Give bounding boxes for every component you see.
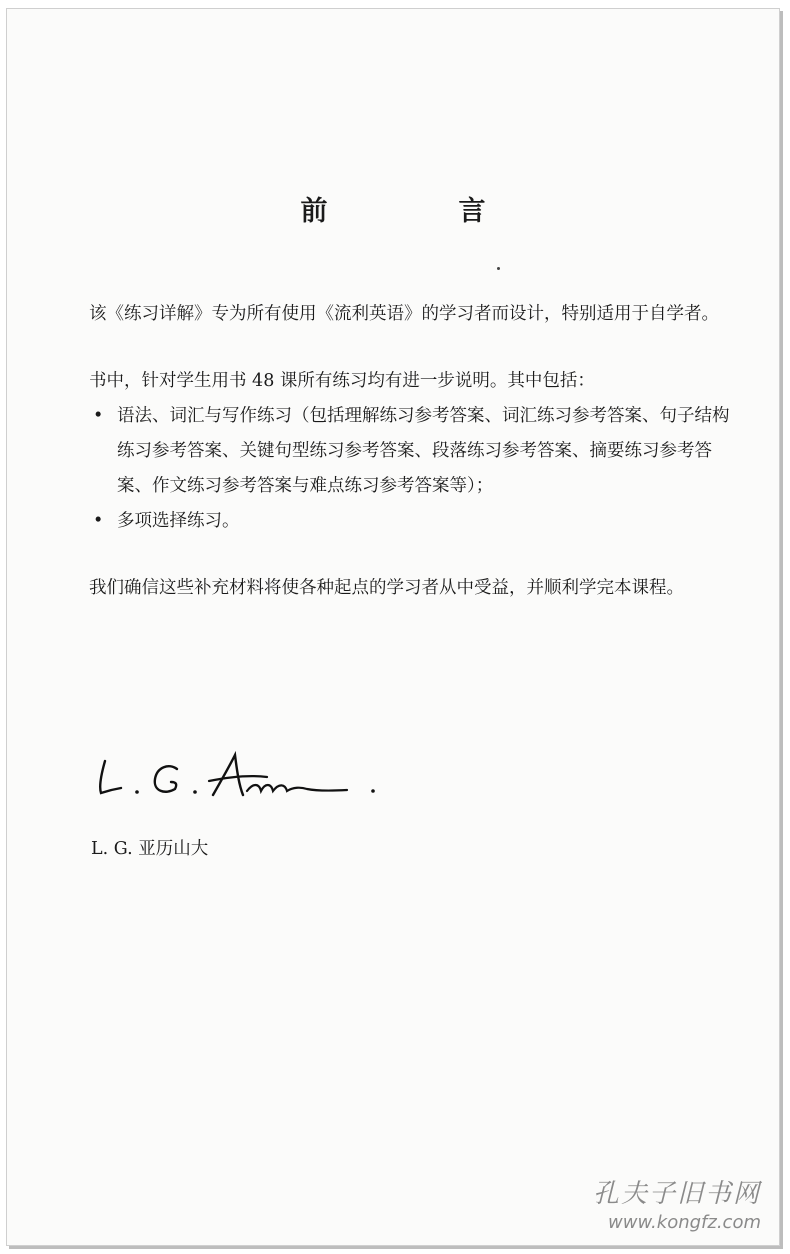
handwritten-signature [91,747,391,807]
watermark-name: 孔夫子旧书网 [592,1179,761,1209]
preface-body [89,297,739,606]
signer-name: L. G. 亚历山大 [91,839,209,859]
bullet-icon: • [93,406,104,426]
book-page [6,8,780,1246]
bullet-item-exercises [89,399,739,504]
print-speck [497,267,500,270]
bullet-icon: • [93,511,104,531]
intro-paragraph: 该《练习详解》专为所有使用《流利英语》的学习者而设计，特别适用于自学者。 [89,304,719,324]
page-title: 前 言 [300,196,538,227]
bullet-item-text: 多项选择练习。 [117,511,240,531]
watermark [593,1173,761,1233]
watermark-url: www.kongfz.com [608,1212,761,1233]
closing-paragraph: 我们确信这些补充材料将使各种起点的学习者从中受益，并顺利学完本课程。 [89,578,684,598]
bullet-item-multiple-choice [89,504,739,539]
contents-lead-paragraph: 书中，针对学生用书 48 课所有练习均有进一步说明。其中包括： [89,371,595,391]
bullet-item-text: 语法、词汇与写作练习（包括理解练习参考答案、词汇练习参考答案、句子结构练习参考答案、关键句型练习参考答案、段落练习参考答案、摘要练习参考答案、作文练习参考答案与难点练习参考答案等）； [117,406,730,496]
